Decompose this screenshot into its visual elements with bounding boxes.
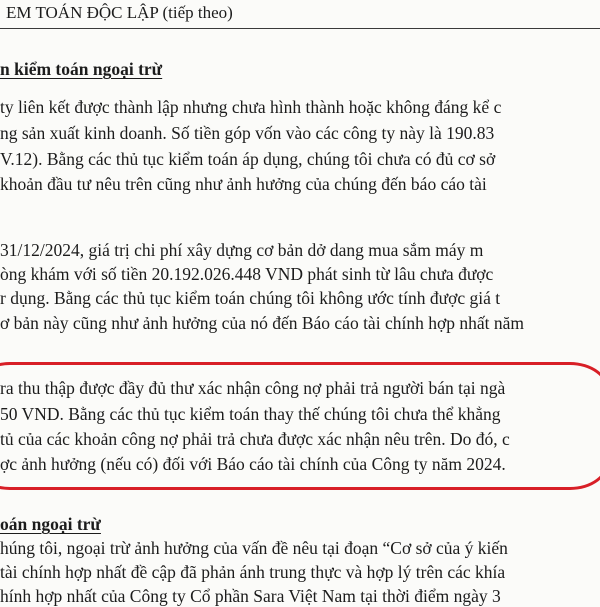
text-line: òng khám với số tiền 20.192.026.448 VND phát sinh từ lâu chưa được [0,264,494,284]
text-line: tài chính hợp nhất đề cập đã phản ánh trung thực và hợp lý trên các khía [0,562,506,582]
header-divider [0,28,600,29]
text-line: ty liên kết được thành lập nhưng chưa hình thành hoặc không đáng kể c [0,97,502,117]
text-line: 31/12/2024, giá trị chi phí xây dựng cơ bản dở dang mua sắm máy m [0,240,484,260]
header-title: EM TOÁN ĐỘC LẬP (tiếp theo) [6,3,233,22]
text-line: ng sản xuất kinh doanh. Số tiền góp vốn vào các công ty này là 190.83 [0,123,495,143]
text-line: khoản đầu tư nêu trên cũng như ảnh hưởng của chúng đến báo cáo tài [0,174,487,194]
section-heading-basis: n kiểm toán ngoại trừ [0,59,163,79]
text-line: V.12). Bằng các thủ tục kiểm toán áp dụng, chúng tôi chưa có đủ cơ sở [0,149,496,169]
text-line: 50 VND. Bằng các thủ tục kiểm toán thay thế chúng tôi chưa thể khẳng [0,404,501,424]
text-line: ợc ảnh hưởng (nếu có) đối với Báo cáo tài chính của Công ty năm 2024. [0,454,506,474]
section-heading-opinion: oán ngoại trừ [0,514,101,534]
text-line: ơ bản này cũng như ảnh hưởng của nó đến Báo cáo tài chính hợp nhất năm [0,313,524,333]
text-line: hính hợp nhất của Công ty Cổ phần Sara Việt Nam tại thời điểm ngày 3 [0,586,501,606]
text-line: tủ của các khoản công nợ phải trả chưa được xác nhận nêu trên. Do đó, c [0,429,510,449]
text-line: ra thu thập được đầy đủ thư xác nhận công nợ phải trả người bán tại ngà [0,378,506,398]
text-line: r dụng. Bằng các thủ tục kiểm toán chúng tôi không ước tính được giá t [0,288,501,308]
text-line: húng tôi, ngoại trừ ảnh hưởng của vấn đề nêu tại đoạn “Cơ sở của ý kiến [0,538,508,558]
